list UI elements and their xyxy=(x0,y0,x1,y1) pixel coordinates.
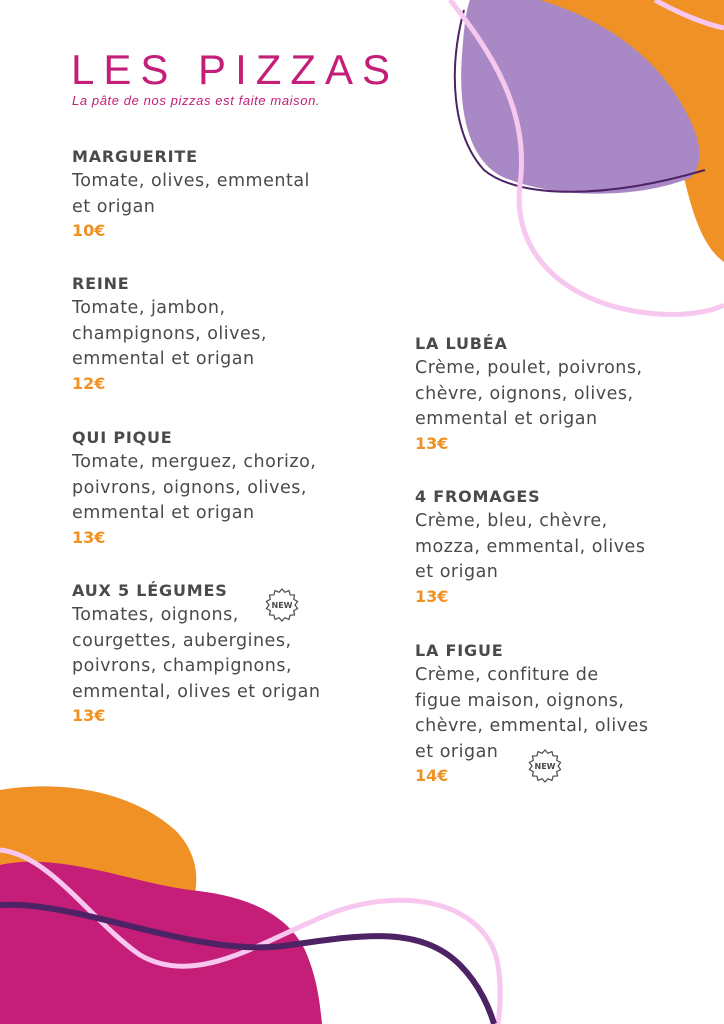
pizza-description: Tomate, jambon, champignons, olives, emmental et origan xyxy=(72,298,267,369)
pizza-item xyxy=(415,487,705,608)
magenta-blob-bottom xyxy=(0,862,322,1024)
pink-line-bottom xyxy=(0,850,500,1024)
pizza-description: Crème, poulet, poivrons, chèvre, oignons, olives, emmental et origan xyxy=(415,358,643,429)
page-subtitle: La pâte de nos pizzas est faite maison. xyxy=(72,93,321,108)
pizza-item xyxy=(72,581,362,727)
pink-line-top-2 xyxy=(655,0,724,28)
new-badge-label: NEW xyxy=(271,601,293,610)
pink-line-top xyxy=(450,0,724,314)
pizza-name: MARGUERITE xyxy=(72,147,198,166)
new-badge-icon xyxy=(264,587,300,623)
dark-line-bottom xyxy=(0,905,494,1024)
new-badge-icon xyxy=(527,748,563,784)
pizza-description: Crème, confiture de figue maison, oignons, chèvre, emmental, olives et origan xyxy=(415,665,649,762)
pizza-description: Tomates, oignons, courgettes, aubergines, poivrons, champignons, emmental, olives et origan xyxy=(72,605,321,702)
pizza-price: 13€ xyxy=(72,527,106,547)
pizza-price: 13€ xyxy=(72,706,106,725)
pizza-item xyxy=(72,274,362,395)
pizza-description: Tomate, merguez, chorizo, poivrons, oignons, olives, emmental et origan xyxy=(72,452,317,523)
dark-outline-top xyxy=(455,10,705,192)
pizza-name: LA FIGUE xyxy=(415,641,504,660)
pizza-price: 13€ xyxy=(415,433,449,453)
pizza-name: REINE xyxy=(72,274,130,293)
bottom-left-decoration xyxy=(0,760,724,1024)
pizza-description: Crème, bleu, chèvre, mozza, emmental, olives et origan xyxy=(415,511,646,582)
pizza-description: Tomate, olives, emmental et origan xyxy=(72,171,310,217)
pizza-item xyxy=(415,334,705,455)
pizza-name: AUX 5 LÉGUMES xyxy=(72,581,228,600)
pizza-price: 14€ xyxy=(415,766,449,785)
page-title: LES PIZZAS xyxy=(71,46,400,93)
pizza-item xyxy=(72,147,362,242)
pizza-item xyxy=(72,428,362,549)
orange-blob-bottom xyxy=(0,786,196,920)
purple-blob-top xyxy=(461,0,699,194)
orange-blob-top xyxy=(520,0,724,262)
new-badge-label: NEW xyxy=(534,762,556,771)
pizza-name: 4 FROMAGES xyxy=(415,487,541,506)
pizza-price: 10€ xyxy=(72,221,106,240)
pizza-price: 13€ xyxy=(415,586,449,606)
pizza-price: 12€ xyxy=(72,373,106,393)
pizza-name: QUI PIQUE xyxy=(72,428,173,447)
pizza-name: LA LUBÉA xyxy=(415,334,508,353)
